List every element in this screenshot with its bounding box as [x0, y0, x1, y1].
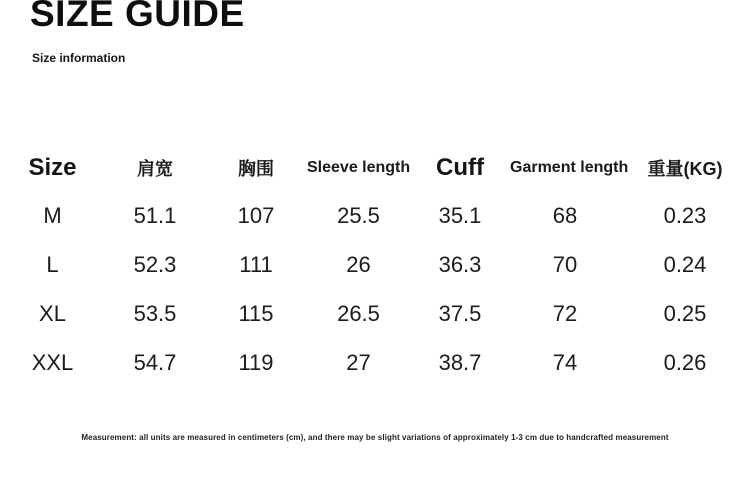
- cuff-cell: 36.3: [438, 251, 482, 277]
- column-header-garment-length: Garment length: [510, 158, 629, 176]
- size-table-row-m: [0, 191, 750, 240]
- garment-length-cell: 68: [552, 202, 578, 228]
- size-label-cell: M: [43, 202, 62, 228]
- garment-length-cell: 74: [552, 349, 578, 375]
- chest-cell: 111: [239, 251, 273, 277]
- shoulder-width-cell: 54.7: [133, 349, 177, 375]
- weight-cell: 0.23: [663, 202, 707, 228]
- cuff-cell: 38.7: [438, 349, 482, 375]
- page-subtitle: Size information: [32, 51, 126, 65]
- weight-cell: 0.25: [663, 300, 707, 326]
- measurement-disclaimer: Measurement: all units are measured in centimeters (cm), and there may be slight variations of approximately 1-3 cm due to handcrafted measurement: [81, 433, 669, 442]
- size-label-cell: XXL: [31, 349, 74, 375]
- column-header-weight-kg: 重量(KG): [647, 158, 723, 179]
- size-table-row-l: [0, 240, 750, 289]
- weight-cell: 0.24: [663, 251, 707, 277]
- garment-length-cell: 72: [552, 300, 578, 326]
- garment-length-cell: 70: [552, 251, 578, 277]
- size-label-cell: XL: [39, 300, 66, 326]
- chest-cell: 115: [238, 300, 274, 326]
- size-table: [0, 144, 750, 387]
- page-title: SIZE GUIDE: [30, 0, 245, 34]
- cuff-cell: 37.5: [438, 300, 482, 326]
- cuff-cell: 35.1: [438, 202, 482, 228]
- column-header-shoulder-width: 肩宽: [137, 158, 173, 179]
- chest-cell: 119: [238, 349, 274, 375]
- column-header-cuff: Cuff: [436, 153, 484, 181]
- chest-cell: 107: [237, 202, 275, 228]
- size-table-row-xl: [0, 289, 750, 338]
- weight-cell: 0.26: [663, 349, 707, 375]
- sleeve-length-cell: 27: [346, 349, 371, 375]
- size-label-cell: L: [46, 251, 59, 277]
- sleeve-length-cell: 26.5: [337, 300, 380, 326]
- sleeve-length-cell: 25.5: [337, 202, 380, 228]
- size-table-header-row: [0, 144, 750, 191]
- sleeve-length-cell: 26: [346, 251, 371, 277]
- size-table-row-xxl: [0, 338, 750, 387]
- shoulder-width-cell: 53.5: [133, 300, 177, 326]
- column-header-sleeve-length: Sleeve length: [307, 158, 411, 176]
- column-header-chest: 胸围: [238, 158, 274, 179]
- column-header-size: Size: [28, 153, 77, 181]
- shoulder-width-cell: 51.1: [133, 202, 177, 228]
- shoulder-width-cell: 52.3: [133, 251, 177, 277]
